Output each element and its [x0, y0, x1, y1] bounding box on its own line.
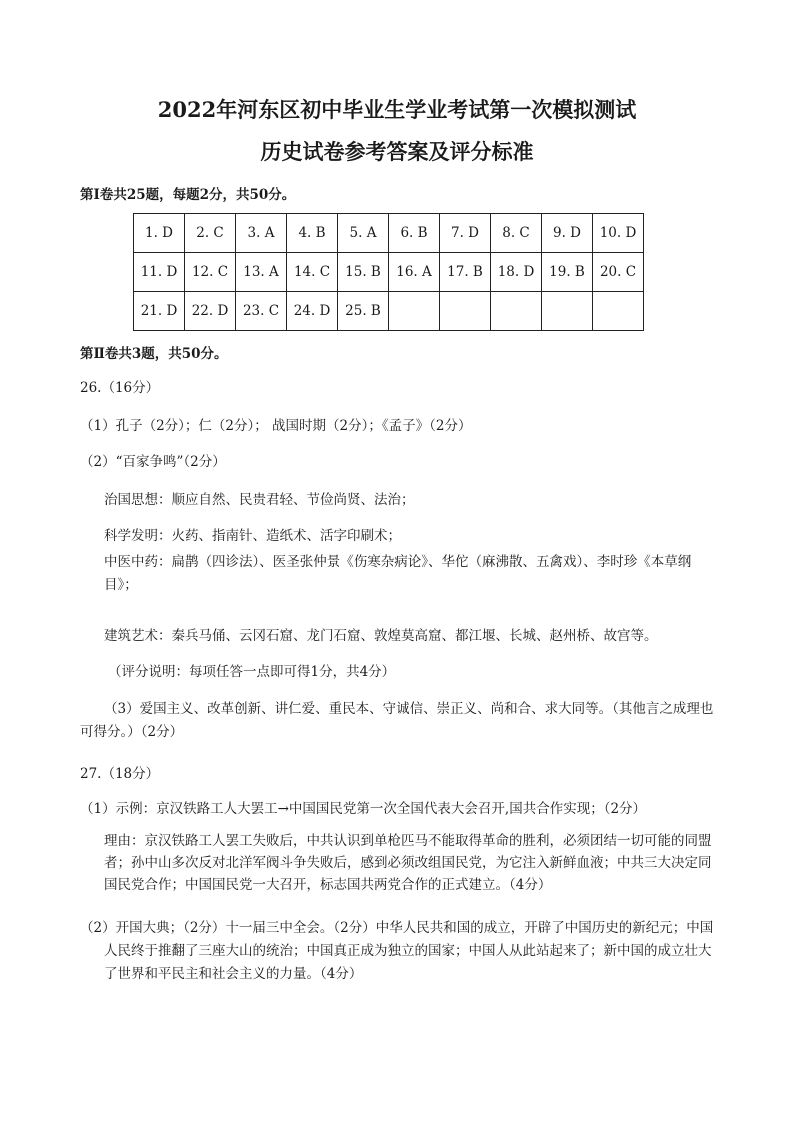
q26-science: 科学发明：火药、指南针、造纸术、活字印刷术；	[104, 528, 401, 544]
answer-cell: 5. A	[338, 214, 389, 253]
part2-heading: 第Ⅱ卷共3题，共50分。	[80, 346, 228, 362]
answer-cell: 15. B	[338, 253, 389, 292]
answer-row	[134, 292, 644, 331]
q27-answer-2: （2）开国大典；（2分）十一届三中全会。（2分）中华人民共和国的成立，开辟了中国历史的新纪元；中国人民终于推翻了三座大山的统治；中国真正成为独立的国家；中国人从此站起来了；新中国的成立壮大了世界和平民主和社会主义的力量。（4分）	[80, 920, 714, 982]
answer-cell: 12. C	[185, 253, 236, 292]
answer-cell: 8. C	[491, 214, 542, 253]
answer-cell: 13. A	[236, 253, 287, 292]
q26-answer-2: （2）“百家争鸣”（2分）	[80, 454, 226, 470]
answer-cell: 11. D	[134, 253, 185, 292]
answer-cell: 23. C	[236, 292, 287, 331]
answer-cell: 25. B	[338, 292, 389, 331]
answer-cell	[542, 292, 593, 331]
answer-cell	[593, 292, 644, 331]
answer-cell: 17. B	[440, 253, 491, 292]
answer-cell: 1. D	[134, 214, 185, 253]
answer-cell: 16. A	[389, 253, 440, 292]
answer-cell	[389, 292, 440, 331]
q26-header: 26.（16分）	[80, 380, 160, 396]
q26-scoring-note: （评分说明：每项任答一点即可得1分，共4分）	[108, 664, 396, 680]
q27-header: 27.（18分）	[80, 766, 160, 782]
title-line-1: 2022年河东区初中毕业生学业考试第一次模拟测试	[157, 97, 637, 122]
q26-architecture: 建筑艺术：秦兵马俑、云冈石窟、龙门石窟、敦煌莫高窟、都江堰、长城、赵州桥、故宫等。	[104, 628, 658, 644]
q27-answer-1: （1）示例：京汉铁路工人大罢工→中国国民党第一次全国代表大会召开,国共合作实现；（2分）	[80, 801, 647, 817]
answer-cell	[491, 292, 542, 331]
answer-table	[133, 213, 644, 331]
answer-cell	[440, 292, 491, 331]
answer-cell: 20. C	[593, 253, 644, 292]
q26-answer-3: （3）爱国主义、改革创新、讲仁爱、重民本、守诚信、崇正义、尚和合、求大同等。（其他言之成理也可得分。）（2分）	[80, 701, 714, 740]
answer-cell: 10. D	[593, 214, 644, 253]
answer-cell: 3. A	[236, 214, 287, 253]
answer-cell: 6. B	[389, 214, 440, 253]
answer-cell: 2. C	[185, 214, 236, 253]
q26-medicine: 中医中药：扁鹊（四诊法）、医圣张仲景《伤寒杂病论》、华佗（麻沸散、五禽戏）、李时珍《本草纲目》；	[104, 554, 692, 593]
title-line-2: 历史试卷参考答案及评分标准	[260, 139, 534, 164]
answer-row	[134, 214, 644, 253]
answer-cell: 24. D	[287, 292, 338, 331]
q27-reason: 理由：京汉铁路工人罢工失败后，中共认识到单枪匹马不能取得革命的胜利，必须团结一切可能的同盟者；孙中山多次反对北洋军阀斗争失败后，感到必须改组国民党，为它注入新鲜血液；中共三大决定同国民党合作；中国国民党一大召开，标志国共两党合作的正式建立。（4分）	[104, 833, 712, 893]
q26-answer-1: （1）孔子（2分）；仁（2分）； 战国时期（2分）；《孟子》（2分）	[80, 418, 472, 434]
q26-governance: 治国思想：顺应自然、民贵君轻、节俭尚贤、法治；	[104, 492, 415, 508]
answer-cell: 4. B	[287, 214, 338, 253]
answer-row	[134, 253, 644, 292]
answer-cell: 9. D	[542, 214, 593, 253]
answer-cell: 7. D	[440, 214, 491, 253]
answer-cell: 19. B	[542, 253, 593, 292]
part1-heading: 第Ⅰ卷共25题，每题2分，共50分。	[80, 187, 296, 203]
answer-cell: 21. D	[134, 292, 185, 331]
answer-cell: 18. D	[491, 253, 542, 292]
answer-cell: 22. D	[185, 292, 236, 331]
answer-cell: 14. C	[287, 253, 338, 292]
